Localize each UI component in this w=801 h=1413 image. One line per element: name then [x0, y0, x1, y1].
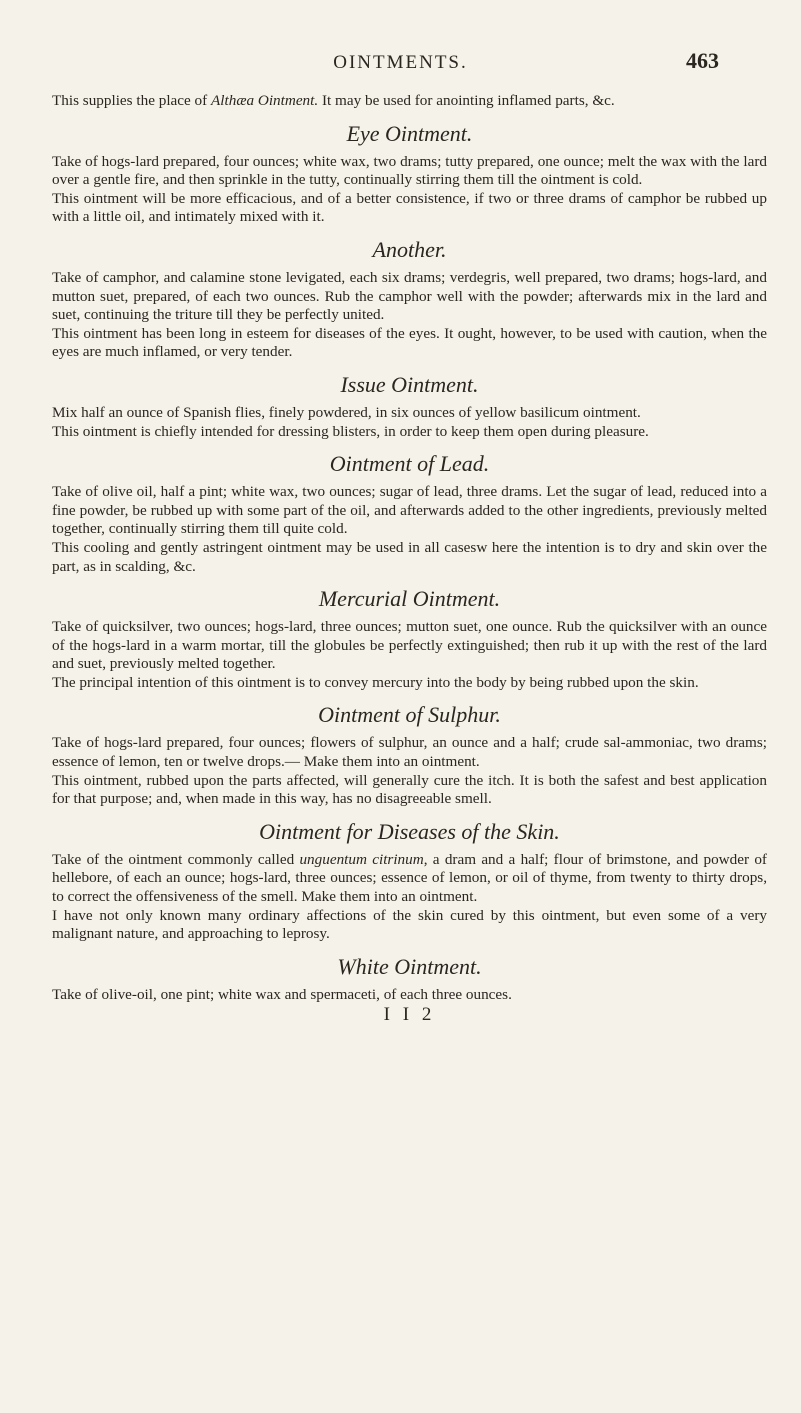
section-heading: Issue Ointment.: [340, 371, 479, 397]
italic-term: unguentum citrinum: [299, 850, 424, 868]
section-heading: White Ointment.: [337, 953, 482, 979]
paragraph: Take of camphor, and calamine stone levigated, each six drams; verdegris, well prepared, two drams; hogs-lard, and mutton suet, prepared, of each two ounces. Rub the camphor well with the powder; afterwards mix in the lard and suet, continuing the triture till they be perfectly united.: [52, 268, 767, 324]
section-heading: Mercurial Ointment.: [318, 586, 501, 612]
paragraph: This supplies the place of Althæa Ointment. It may be used for anointing inflamed parts, &c.: [52, 92, 615, 109]
paragraph: This ointment has been long in esteem for diseases of the eyes. It ought, however, to be used with caution, when the eyes are much inflamed, or very tender.: [52, 324, 767, 361]
paragraph: The principal intention of this ointment is to convey mercury into the body by being rubbed upon the skin.: [52, 673, 699, 691]
paragraph: Take of the ointment commonly called unguentum citrinum, a dram and a half; flour of brimstone, and powder of hellebore, of each an ounce; hogs-lard, three ounces; essence of lemon, or oil of thyme, from twenty to thirty drops, to correct the offensiveness of the smell. Make them into an ointment.: [52, 850, 767, 906]
section-heading: Ointment for Diseases of the Skin.: [259, 818, 560, 844]
section-heading: Another.: [372, 236, 447, 262]
section-heading: Eye Ointment.: [346, 120, 473, 146]
section-heading: Ointment of Sulphur.: [318, 702, 501, 728]
signature-mark: I I 2: [383, 1004, 436, 1026]
paragraph: Take of hogs-lard prepared, four ounces; flowers of sulphur, an ounce and a half; crude sal-ammoniac, two drams; essence of lemon, ten or twelve drops.— Make them into an ointment.: [52, 734, 767, 771]
italic-term: Althæa Ointment.: [211, 92, 319, 109]
paragraph: Mix half an ounce of Spanish flies, finely powdered, in six ounces of yellow basilicum ointment.: [52, 403, 641, 421]
paragraph: Take of olive-oil, one pint; white wax and spermaceti, of each three ounces.: [52, 985, 512, 1003]
page-body: [52, 92, 767, 1025]
paragraph: This ointment will be more efficacious, and of a better consistence, if two or three drams of camphor be rubbed up with a little oil, and intimately mixed with it.: [52, 189, 767, 226]
page-number: 463: [686, 48, 719, 73]
section-heading: Ointment of Lead.: [329, 451, 490, 477]
running-title: OINTMENTS.: [333, 52, 468, 73]
paragraph: Take of olive oil, half a pint; white wax, two ounces; sugar of lead, three drams. Let the sugar of lead, reduced into a fine powder, be rubbed up with some part of the oil, and afterwards added to the other ingredients, previously melted together, continually stirring them till quite cold.: [52, 483, 767, 538]
paragraph: This ointment, rubbed upon the parts affected, will generally cure the itch. It is both the safest and best application for that purpose; and, when made in this way, has no disagreeable smell.: [52, 771, 767, 808]
paragraph: Take of quicksilver, two ounces; hogs-lard, three ounces; mutton suet, one ounce. Rub the quicksilver with an ounce of the hogs-lard in a warm mortar, till the globules be perfectly extinguished; then rub it up with the rest of the lard and suet, previously melted together.: [52, 618, 767, 673]
paragraph: I have not only known many ordinary affections of the skin cured by this ointment, but even some of a very malignant nature, and approaching to leprosy.: [52, 906, 767, 943]
page-header: [0, 48, 801, 82]
paragraph: Take of hogs-lard prepared, four ounces; white wax, two drams; tutty prepared, one ounce; melt the wax with the lard over a gentle fire, and then sprinkle in the tutty, continually stirring them till the ointment is cold.: [52, 152, 767, 189]
paragraph: This ointment is chiefly intended for dressing blisters, in order to keep them open during pleasure.: [52, 422, 649, 440]
paragraph: This cooling and gently astringent ointment may be used in all casesw here the intention is to dry and skin over the part, as in scalding, &c.: [52, 538, 767, 575]
